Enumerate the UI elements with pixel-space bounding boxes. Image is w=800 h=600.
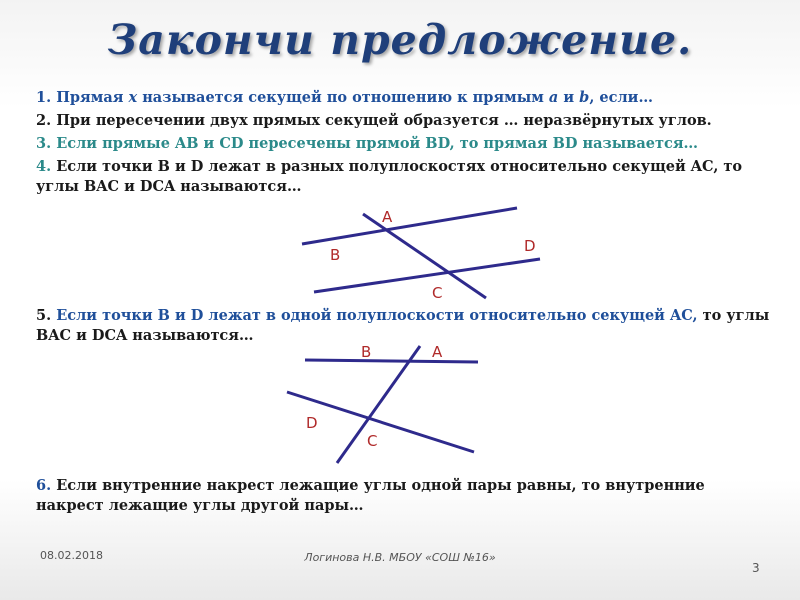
- label-a-1: A: [382, 208, 393, 226]
- question-1-text-d: , если…: [589, 89, 653, 106]
- question-6-number: 6.: [36, 477, 52, 494]
- secant-ac-2: [337, 346, 420, 463]
- question-3-text: Если прямые AB и CD пересечены прямой BD, то прямая BD называется…: [51, 135, 699, 152]
- label-a-2: A: [432, 343, 443, 361]
- diagram-2: [287, 343, 478, 463]
- footer-date: 08.02.2018: [40, 549, 103, 562]
- label-c-2: C: [367, 432, 378, 450]
- page-number: 3: [752, 561, 760, 575]
- diagram-1: [302, 208, 540, 302]
- label-d-2: D: [306, 414, 318, 432]
- line-ab-1: [302, 208, 517, 244]
- question-2-text: При пересечении двух прямых секущей образуется … неразвёрнутых углов.: [51, 112, 712, 129]
- question-4-text: Если точки B и D лежат в разных полуплоскостях относительно секущей AC, то углы BAC и DCA называются…: [36, 158, 743, 195]
- question-4-number: 4.: [36, 158, 52, 175]
- label-b-2: B: [361, 343, 372, 361]
- question-5-number: 5.: [36, 307, 52, 324]
- question-1-number: 1.: [36, 89, 52, 106]
- slide-title: Закончи предложение.: [107, 16, 693, 64]
- line-cd-1: [314, 259, 540, 292]
- question-1-text-c: и: [558, 89, 580, 106]
- question-5-text-b: то углы BAC и DCA называются…: [36, 307, 770, 344]
- question-2-number: 2.: [36, 112, 52, 129]
- question-1-text-a: Прямая: [51, 89, 129, 106]
- line-ba-2: [305, 360, 478, 362]
- label-b-1: B: [330, 246, 341, 264]
- question-5-text-a: Если точки B и D лежат в одной полуплоскости относительно секущей AC,: [51, 307, 703, 324]
- question-1-var-b: b: [579, 89, 590, 106]
- label-c-1: C: [432, 284, 443, 302]
- question-1-var-a: a: [548, 89, 559, 106]
- question-1-var-x: x: [128, 89, 138, 106]
- secant-ac-1: [363, 214, 486, 298]
- question-3-number: 3.: [36, 135, 52, 152]
- footer-author: Логинова Н.В. МБОУ «СОШ №16»: [304, 551, 496, 564]
- question-1-text-b: называется секущей по отношению к прямым: [137, 89, 549, 106]
- label-d-1: D: [524, 237, 536, 255]
- question-6-text: Если внутренние накрест лежащие углы одной пары равны, то внутренние накрест лежащие углы другой пары…: [36, 477, 705, 514]
